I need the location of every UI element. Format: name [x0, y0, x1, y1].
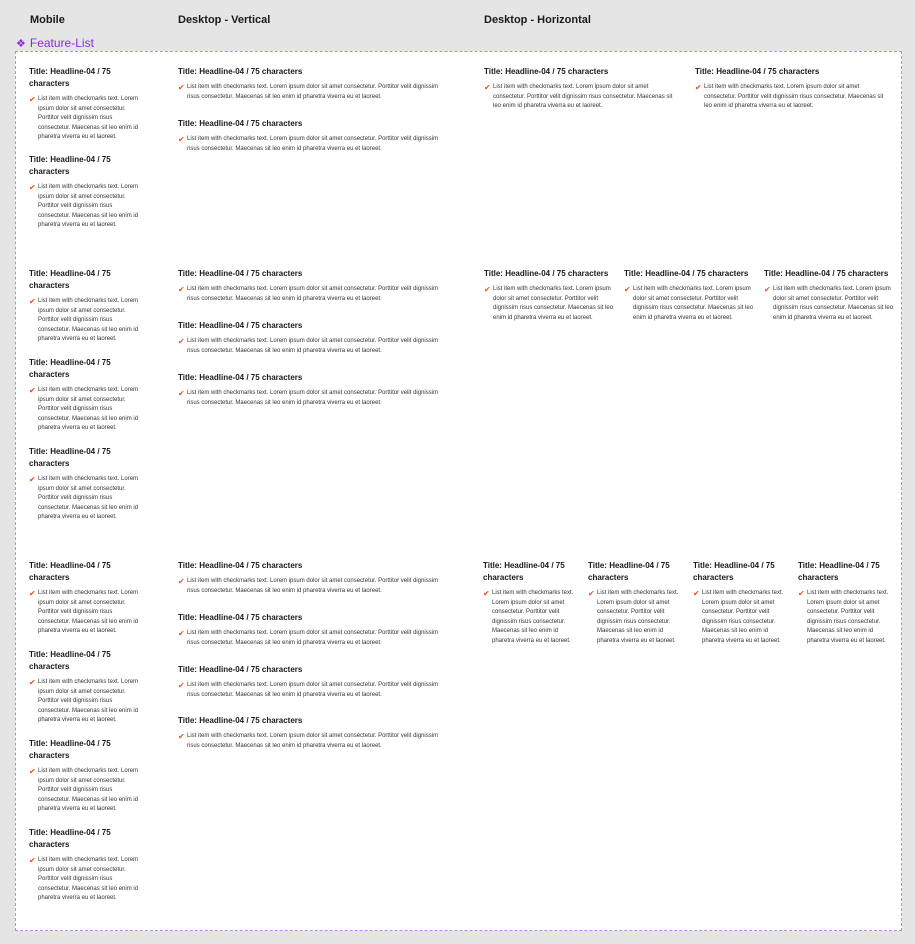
column-header-desktop-vertical: Desktop - Vertical [178, 14, 271, 26]
feature-item-text: List item with checkmarks text. Lorem ipsum dolor sit amet consectetur. Porttitor velit dignissim risus consectetur. Maecenas sit leo enim id pharetra viverra eu et laoreet. [493, 84, 673, 110]
feature-list-item [29, 183, 144, 231]
feature-item-text: List item with checkmarks text. Lorem ipsum dolor sit amet consectetur. Porttitor velit dignissim risus consectetur. Maecenas sit leo enim id pharetra viverra eu et laoreet. [38, 590, 139, 635]
feature-list-item [695, 83, 890, 112]
checkmark-icon: ✔ [29, 475, 36, 484]
checkmark-icon: ✔ [29, 589, 36, 598]
feature-list-item [764, 285, 894, 323]
feature-block [178, 612, 448, 648]
feature-block [484, 268, 614, 323]
feature-item-text: List item with checkmarks text. Lorem ipsum dolor sit amet consectetur. Porttitor velit dignissim risus consectetur. Maecenas sit leo enim id pharetra viverra eu et laoreet. [187, 84, 439, 100]
feature-block [29, 738, 144, 815]
checkmark-icon: ✔ [178, 732, 185, 741]
column-header-desktop-horizontal: Desktop - Horizontal [484, 14, 591, 26]
checkmark-icon: ✔ [178, 285, 185, 294]
feature-title: Title: Headline-04 / 75 characters [29, 650, 111, 671]
feature-title: Title: Headline-04 / 75 characters [178, 613, 303, 622]
feature-item-text: List item with checkmarks text. Lorem ipsum dolor sit amet consectetur. Porttitor velit dignissim risus consectetur. Maecenas sit leo enim id pharetra viverra eu et laoreet. [187, 630, 439, 646]
feature-title: Title: Headline-04 / 75 characters [484, 67, 609, 76]
feature-title: Title: Headline-04 / 75 characters [178, 119, 303, 128]
feature-block [178, 320, 448, 356]
feature-list-item [29, 767, 144, 815]
feature-item-text: List item with checkmarks text. Lorem ipsum dolor sit amet consectetur. Porttitor velit dignissim risus consectetur. Maecenas sit leo enim id pharetra viverra eu et laoreet. [38, 476, 139, 521]
checkmark-icon: ✔ [178, 135, 185, 144]
feature-list-item [178, 135, 448, 154]
feature-list-item [178, 285, 448, 304]
checkmark-icon: ✔ [178, 577, 185, 586]
checkmark-icon: ✔ [178, 681, 185, 690]
checkmark-icon: ✔ [29, 678, 36, 687]
checkmark-icon: ✔ [29, 95, 36, 104]
feature-title: Title: Headline-04 / 75 characters [484, 269, 609, 278]
checkmark-icon: ✔ [178, 629, 185, 638]
feature-block [29, 154, 144, 231]
feature-title: Title: Headline-04 / 75 characters [624, 269, 749, 278]
feature-list-item [588, 589, 683, 647]
feature-block [29, 66, 144, 143]
feature-item-text: List item with checkmarks text. Lorem ipsum dolor sit amet consectetur. Porttitor velit dignissim risus consectetur. Maecenas sit leo enim id pharetra viverra eu et laoreet. [187, 338, 439, 354]
checkmark-icon: ✔ [695, 83, 702, 92]
feature-title: Title: Headline-04 / 75 characters [29, 269, 111, 290]
feature-block [178, 118, 448, 154]
feature-item-text: List item with checkmarks text. Lorem ipsum dolor sit amet consectetur. Porttitor velit dignissim risus consectetur. Maecenas sit leo enim id pharetra viverra eu et laoreet. [187, 578, 439, 594]
feature-list-item [798, 589, 893, 647]
feature-block [588, 560, 683, 647]
feature-title: Title: Headline-04 / 75 characters [29, 358, 111, 379]
feature-block [29, 827, 144, 904]
feature-block [798, 560, 893, 647]
feature-title: Title: Headline-04 / 75 characters [178, 373, 303, 382]
feature-item-text: List item with checkmarks text. Lorem ipsum dolor sit amet consectetur. Porttitor velit dignissim risus consectetur. Maecenas sit leo enim id pharetra viverra eu et laoreet. [597, 590, 679, 644]
feature-item-text: List item with checkmarks text. Lorem ipsum dolor sit amet consectetur. Porttitor velit dignissim risus consectetur. Maecenas sit leo enim id pharetra viverra eu et laoreet. [38, 857, 139, 902]
feature-title: Title: Headline-04 / 75 characters [29, 447, 111, 468]
feature-list-item [29, 678, 144, 726]
feature-title: Title: Headline-04 / 75 characters [178, 67, 303, 76]
checkmark-icon: ✔ [29, 767, 36, 776]
feature-title: Title: Headline-04 / 75 characters [178, 321, 303, 330]
feature-list-item [693, 589, 788, 647]
feature-list-item [178, 389, 448, 408]
feature-block [178, 715, 448, 751]
feature-block [178, 372, 448, 408]
feature-list-item [484, 285, 614, 323]
feature-title: Title: Headline-04 / 75 characters [693, 561, 775, 582]
feature-title: Title: Headline-04 / 75 characters [29, 67, 111, 88]
checkmark-icon: ✔ [29, 183, 36, 192]
feature-title: Title: Headline-04 / 75 characters [29, 828, 111, 849]
feature-block [29, 268, 144, 345]
feature-title: Title: Headline-04 / 75 characters [29, 155, 111, 176]
feature-title: Title: Headline-04 / 75 characters [695, 67, 820, 76]
checkmark-icon: ✔ [484, 83, 491, 92]
feature-item-text: List item with checkmarks text. Lorem ipsum dolor sit amet consectetur. Porttitor velit dignissim risus consectetur. Maecenas sit leo enim id pharetra viverra eu et laoreet. [187, 733, 439, 749]
feature-item-text: List item with checkmarks text. Lorem ipsum dolor sit amet consectetur. Porttitor velit dignissim risus consectetur. Maecenas sit leo enim id pharetra viverra eu et laoreet. [807, 590, 889, 644]
checkmark-icon: ✔ [764, 285, 771, 294]
feature-title: Title: Headline-04 / 75 characters [178, 665, 303, 674]
feature-item-text: List item with checkmarks text. Lorem ipsum dolor sit amet consectetur. Porttitor velit dignissim risus consectetur. Maecenas sit leo enim id pharetra viverra eu et laoreet. [38, 679, 139, 724]
feature-list-item [178, 337, 448, 356]
component-diamond-icon: ❖ [16, 37, 26, 50]
feature-title: Title: Headline-04 / 75 characters [588, 561, 670, 582]
feature-item-text: List item with checkmarks text. Lorem ipsum dolor sit amet consectetur. Porttitor velit dignissim risus consectetur. Maecenas sit leo enim id pharetra viverra eu et laoreet. [704, 84, 884, 110]
feature-block [483, 560, 578, 647]
feature-item-text: List item with checkmarks text. Lorem ipsum dolor sit amet consectetur. Porttitor velit dignissim risus consectetur. Maecenas sit leo enim id pharetra viverra eu et laoreet. [702, 590, 784, 644]
feature-block [29, 560, 144, 637]
checkmark-icon: ✔ [178, 337, 185, 346]
feature-block [29, 357, 144, 434]
feature-list-item [624, 285, 754, 323]
feature-block [624, 268, 754, 323]
feature-list-item [483, 589, 578, 647]
feature-list-item [178, 577, 448, 596]
feature-item-text: List item with checkmarks text. Lorem ipsum dolor sit amet consectetur. Porttitor velit dignissim risus consectetur. Maecenas sit leo enim id pharetra viverra eu et laoreet. [187, 682, 439, 698]
feature-list-item [178, 83, 448, 102]
checkmark-icon: ✔ [624, 285, 631, 294]
feature-list-item [29, 589, 144, 637]
feature-item-text: List item with checkmarks text. Lorem ipsum dolor sit amet consectetur. Porttitor velit dignissim risus consectetur. Maecenas sit leo enim id pharetra viverra eu et laoreet. [38, 768, 139, 813]
feature-item-text: List item with checkmarks text. Lorem ipsum dolor sit amet consectetur. Porttitor velit dignissim risus consectetur. Maecenas sit leo enim id pharetra viverra eu et laoreet. [492, 590, 574, 644]
feature-block [178, 268, 448, 304]
checkmark-icon: ✔ [798, 589, 805, 598]
feature-block [695, 66, 890, 112]
feature-block [484, 66, 679, 112]
feature-block [178, 560, 448, 596]
checkmark-icon: ✔ [29, 386, 36, 395]
feature-block [693, 560, 788, 647]
feature-list-item [29, 856, 144, 904]
feature-item-text: List item with checkmarks text. Lorem ipsum dolor sit amet consectetur. Porttitor velit dignissim risus consectetur. Maecenas sit leo enim id pharetra viverra eu et laoreet. [187, 390, 439, 406]
checkmark-icon: ✔ [178, 389, 185, 398]
feature-title: Title: Headline-04 / 75 characters [483, 561, 565, 582]
feature-title: Title: Headline-04 / 75 characters [178, 561, 303, 570]
feature-list-item [29, 297, 144, 345]
feature-block [29, 649, 144, 726]
feature-list-item [29, 475, 144, 523]
checkmark-icon: ✔ [484, 285, 491, 294]
feature-list-item [178, 681, 448, 700]
feature-item-text: List item with checkmarks text. Lorem ipsum dolor sit amet consectetur. Porttitor velit dignissim risus consectetur. Maecenas sit leo enim id pharetra viverra eu et laoreet. [38, 96, 139, 141]
feature-list-item [178, 732, 448, 751]
feature-list-frame[interactable] [15, 51, 902, 931]
checkmark-icon: ✔ [178, 83, 185, 92]
feature-item-text: List item with checkmarks text. Lorem ipsum dolor sit amet consectetur. Porttitor velit dignissim risus consectetur. Maecenas sit leo enim id pharetra viverra eu et laoreet. [187, 286, 439, 302]
feature-block [178, 66, 448, 102]
feature-title: Title: Headline-04 / 75 characters [29, 561, 111, 582]
feature-list-item [178, 629, 448, 648]
feature-block [29, 446, 144, 523]
component-name: Feature-List [29, 36, 94, 50]
feature-title: Title: Headline-04 / 75 characters [798, 561, 880, 582]
feature-list-item [29, 386, 144, 434]
feature-item-text: List item with checkmarks text. Lorem ipsum dolor sit amet consectetur. Porttitor velit dignissim risus consectetur. Maecenas sit leo enim id pharetra viverra eu et laoreet. [38, 184, 139, 229]
checkmark-icon: ✔ [483, 589, 490, 598]
feature-block [178, 664, 448, 700]
feature-item-text: List item with checkmarks text. Lorem ipsum dolor sit amet consectetur. Porttitor velit dignissim risus consectetur. Maecenas sit leo enim id pharetra viverra eu et laoreet. [38, 298, 139, 343]
feature-item-text: List item with checkmarks text. Lorem ipsum dolor sit amet consectetur. Porttitor velit dignissim risus consectetur. Maecenas sit leo enim id pharetra viverra eu et laoreet. [773, 286, 894, 321]
feature-title: Title: Headline-04 / 75 characters [178, 269, 303, 278]
column-header-mobile: Mobile [30, 14, 65, 26]
feature-block [764, 268, 894, 323]
feature-title: Title: Headline-04 / 75 characters [178, 716, 303, 725]
component-label[interactable] [16, 36, 94, 50]
feature-title: Title: Headline-04 / 75 characters [29, 739, 111, 760]
feature-item-text: List item with checkmarks text. Lorem ipsum dolor sit amet consectetur. Porttitor velit dignissim risus consectetur. Maecenas sit leo enim id pharetra viverra eu et laoreet. [187, 136, 439, 152]
feature-item-text: List item with checkmarks text. Lorem ipsum dolor sit amet consectetur. Porttitor velit dignissim risus consectetur. Maecenas sit leo enim id pharetra viverra eu et laoreet. [633, 286, 754, 321]
feature-item-text: List item with checkmarks text. Lorem ipsum dolor sit amet consectetur. Porttitor velit dignissim risus consectetur. Maecenas sit leo enim id pharetra viverra eu et laoreet. [38, 387, 139, 432]
feature-list-item [484, 83, 679, 112]
checkmark-icon: ✔ [693, 589, 700, 598]
feature-title: Title: Headline-04 / 75 characters [764, 269, 889, 278]
feature-item-text: List item with checkmarks text. Lorem ipsum dolor sit amet consectetur. Porttitor velit dignissim risus consectetur. Maecenas sit leo enim id pharetra viverra eu et laoreet. [493, 286, 614, 321]
checkmark-icon: ✔ [29, 856, 36, 865]
checkmark-icon: ✔ [588, 589, 595, 598]
checkmark-icon: ✔ [29, 297, 36, 306]
feature-list-item [29, 95, 144, 143]
